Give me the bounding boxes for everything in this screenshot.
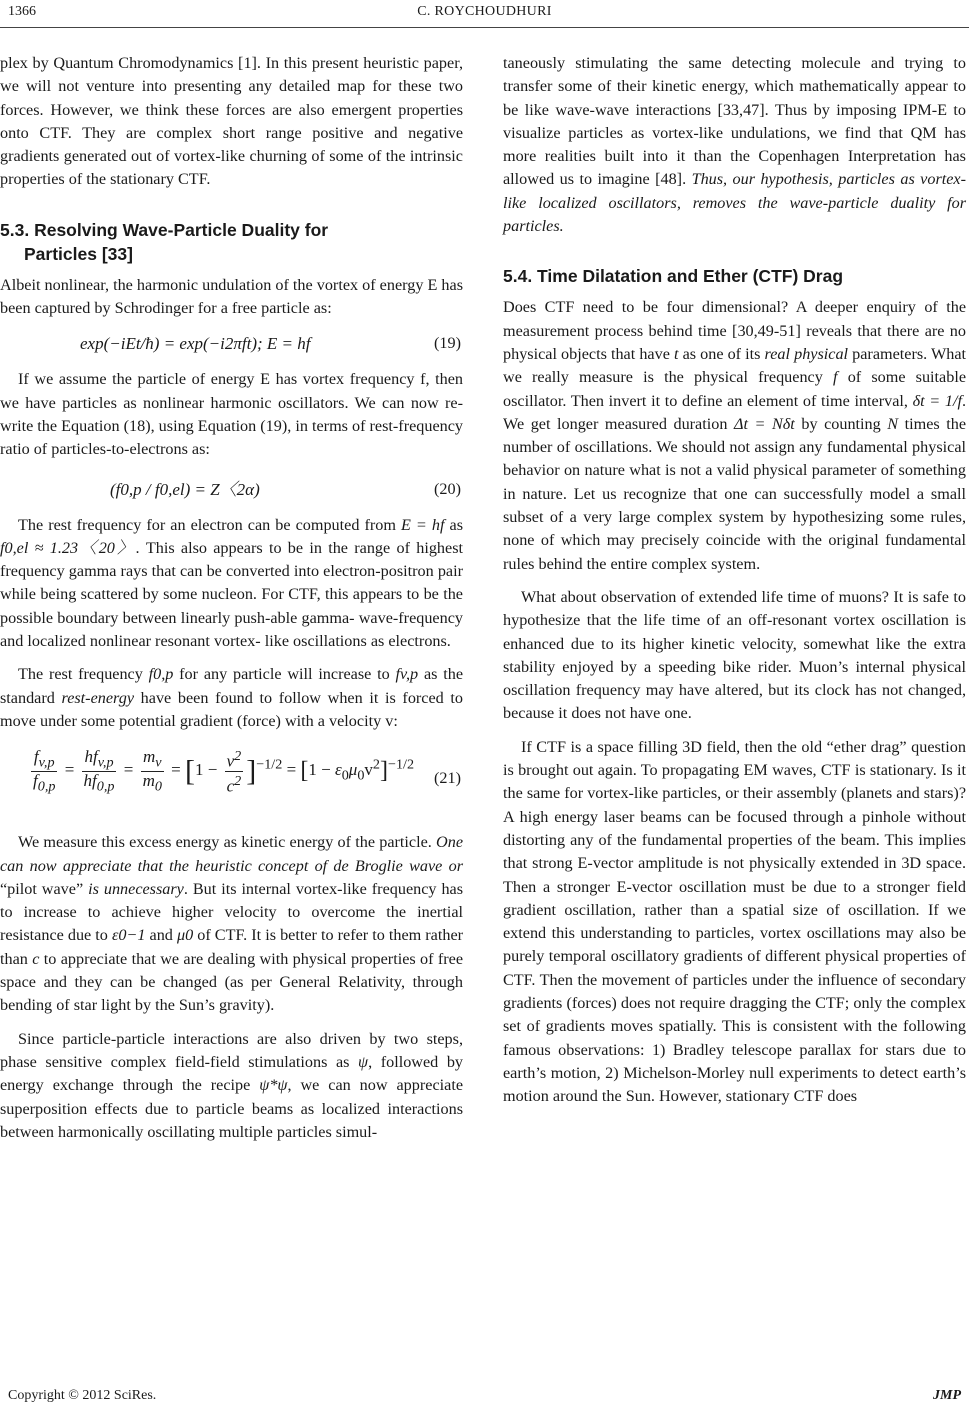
emphasis: One can now appreciate that the heuristic concept of de Broglie wave or — [0, 833, 464, 875]
journal-abbrev: JMP — [933, 1388, 961, 1403]
paragraph — [0, 831, 463, 1017]
paragraph: Albeit nonlinear, the harmonic undulation of the vortex of energy E has been captured by Schrodinger for a free particle as: — [0, 275, 463, 318]
paragraph: plex by Quantum Chromodynamics [1]. In this present heuristic paper, we will not venture into presenting any detailed map for these two forces. However, we think these forces are also emergent properties onto CTF. They are complex short range positive and negative gradients generated out of vortex-like churning of some of the intrinsic properties of the stationary CTF. — [0, 54, 463, 189]
text-run: We measure this excess energy as kinetic energy of the particle. — [18, 833, 432, 852]
inline-symbol: ψ*ψ — [259, 1076, 288, 1095]
inline-equation: E = hf — [401, 515, 445, 534]
copyright-notice: Copyright © 2012 SciRes. — [8, 1388, 157, 1403]
text-run: as — [449, 515, 464, 534]
equation-body: (f0,p / f0,el) = Z〈2α) — [110, 479, 260, 499]
text-run: for any particle will increase to — [179, 665, 390, 684]
paragraph: If CTF is a space filling 3D field, then the old “ether drag” question is brought out again. To propagating EM waves, CTF is stationary. Is it the same for vortex-like particles, or their assembly (planets and stars)? A high energy laser beams can be focused through a pinhole without distorting any of the fundamental properties of the beam. This implies that strong E-vector amplitude is not physically extended in 3D space. Then a stronger E-vector oscillation must be due to a stronger field gradient oscillation, rather than a spatial size of oscillation. If we extend this understanding to particles, vortex oscillations may also be purely temporal oscillatory gradients of different physical properties of CTF. Then the movement of particles under the influence of secondary gradients (forces) does not require dragging the CTF; only the complex set of gradients moves spatially. This is consistent with the following famous observations: 1) Bradley telescope parallax for stars due to earth’s motion, 2) Michelson-Morley null experiments to detect earth’s motion around the Sun. However, stationary CTF does — [503, 737, 966, 1106]
paragraph — [503, 52, 966, 238]
text-run: , we can now appreciate superposition effects due to particle beams as localized interactions between harmonically oscillating multiple particles simul- — [0, 1076, 463, 1141]
section-heading-5-3 — [0, 218, 463, 266]
text-run: taneously stimulating the same detecting molecule and trying to transfer some of their kinetic energy, which mathematically appear to be like wave-wave interactions [33,47]. Thus by imposing IPM-E to visualize particles as vortex-like undulations, we find that QM has more realities built into it than the Copenhagen Interpretation has allowed us to imagine [48]. — [503, 54, 966, 189]
text-run: of CTF. It is better to refer to them rather than — [0, 926, 464, 968]
paragraph — [0, 663, 463, 733]
text-run: as the standard — [0, 665, 464, 707]
header-rule — [0, 27, 969, 28]
emphasis: Thus, our hypothesis, particles as vortex-like localized oscillators, removes the wave-particle duality for particles. — [503, 170, 967, 236]
inline-symbol: fv,p — [395, 665, 419, 684]
equation-body: exp(−iEt/ħ) = exp(−i2πft); E = hf — [80, 334, 311, 354]
text-run: The rest frequency for an electron can be computed from — [18, 515, 396, 534]
section-number: 5.3. — [0, 219, 30, 240]
right-column — [503, 52, 966, 1108]
inline-symbol: ψ — [358, 1052, 369, 1071]
inline-symbol: t — [673, 344, 679, 363]
page-header — [0, 0, 969, 34]
emphasis: is unnecessary — [88, 879, 184, 898]
section-title-line1: Resolving Wave-Particle Duality for — [34, 219, 329, 240]
paragraph: If we assume the particle of energy E has vortex frequency f, then we have particles as nonlinear harmonic oscillators. We can now re-write the Equation (18), using Equation (19), in terms of rest-frequency ratio of particles-to-electrons as: — [0, 370, 464, 459]
paragraph — [0, 514, 463, 654]
text-run: and — [149, 926, 173, 945]
inline-symbol: N — [887, 414, 899, 433]
paragraph — [0, 1028, 463, 1144]
inline-equation: δt = 1/f — [912, 391, 962, 410]
inline-symbol: μ0 — [176, 926, 194, 945]
text-run: . But its internal vortex-like frequency has to increase to achieve higher velocity to overcome the inertial resistance due to — [0, 879, 464, 945]
inline-symbol: f0,p — [148, 665, 174, 684]
text-run: times the number of oscillations. We should not assign any fundamental physical behavior on nature what is not a valid physical parameter of something in nature. Let us recognize that one can successfully model a small subset of a very large complex system by hypothesizing some rules, none of which may precisely coincide with the original fundamental rules behind the entire complex system. — [503, 414, 967, 573]
inline-symbol: f — [833, 368, 838, 387]
equation-body: $\frac{f_{v,p}}{f_{0,p}}$ = $\frac{hf_{v,p}}{hf_{0,p}}$ = $\frac{m_v}{m_0}$ = [1 − $\frac{v^2}{c^2}$ ]$^{-1/2} = [1 - \varepsilon_0\mu_0v^2]^{-1/2}$ — [33, 746, 415, 796]
section-heading-5-4: 5.4. Time Dilatation and Ether (CTF) Drag — [503, 266, 844, 287]
equation-19 — [0, 328, 463, 358]
equation-21 — [0, 739, 463, 821]
emphasis: rest-energy — [61, 688, 135, 707]
text-run: parameters. What we really measure is the physical frequency — [503, 344, 967, 387]
running-author: C. ROYCHOUDHURI — [417, 4, 552, 19]
paragraph — [503, 296, 966, 576]
text-run: have been found to follow when it is forced to move under some potential gradient (force) with a velocity v: — [0, 688, 464, 730]
page-number: 1366 — [8, 4, 36, 19]
text-run: . We get longer measured duration — [503, 391, 966, 433]
equation-number: (19) — [434, 334, 461, 353]
text-run: as one of its — [682, 344, 761, 363]
inline-equation: Δt = Nδt — [733, 414, 795, 433]
text-run: , followed by energy exchange through the recipe — [0, 1052, 464, 1095]
text-run: to appreciate that we are dealing with physical properties of free space and they can be changed (as per General Relativity, through bending of star light by the Sun’s gravity). — [0, 949, 464, 1015]
emphasis: real physical — [764, 344, 849, 363]
text-run: by counting — [801, 414, 881, 433]
text-run: . This also appears to be in the range of highest frequency gamma rays that can be converted into electron-positron pair while being scattered by some nucleon. For CTF, this appears to be the possible boundary between linearly push-able gamma- wave-frequency and localized nonlinear resonant vortex- like oscillations as electrons. — [0, 538, 463, 651]
equation-20 — [0, 474, 463, 504]
equation-number: (20) — [434, 479, 461, 498]
inline-symbol: ε0−1 — [111, 926, 146, 945]
inline-equation: f0,el ≈ 1.23〈20〉 — [0, 538, 136, 557]
paragraph: What about observation of extended life time of muons? It is safe to hypothesize that the life time of an off-resonant vortex oscillation is enhanced due to its higher kinetic velocity, somewhat like the extra stability enjoyed by a speeding bike rider. Muon’s internal physical oscillation frequency may have altered, but its clock has not changed, because it does not have one. — [503, 587, 966, 723]
left-column — [0, 52, 463, 1144]
text-run: Since particle-particle interactions are also driven by two steps, phase sensitive complex field-field stimulations as — [0, 1029, 463, 1071]
section-title-line2: Particles [33] — [24, 243, 133, 264]
inline-symbol: c — [32, 949, 40, 968]
text-run: of some suitable oscillator. Then invert it to define an element of time interval, — [503, 368, 967, 410]
quoted-term: “pilot wave” — [0, 879, 84, 898]
equation-number: (21) — [434, 769, 461, 788]
text-run: Does CTF need to be four dimensional? A deeper enquiry of the measurement process behind time [30,49-51] reveals that there are no physical objects that have — [503, 298, 966, 363]
text-run: The rest frequency — [18, 665, 143, 684]
